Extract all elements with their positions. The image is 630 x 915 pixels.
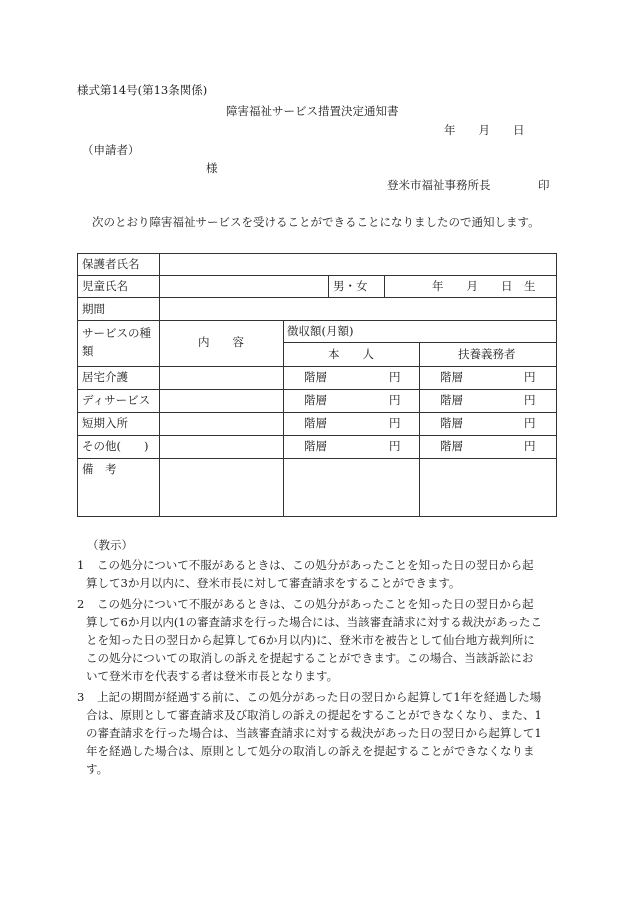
notes-heading: （教示） <box>87 538 133 552</box>
tier-cell: 階層 <box>440 370 463 384</box>
document-title: 障害福祉サービス措置決定通知書 <box>226 104 399 118</box>
remarks-label: 備 考 <box>82 462 117 476</box>
seal-mark: 印 <box>538 178 550 192</box>
yen-cell: 円 <box>524 393 536 407</box>
note-line: 年を経過した場合は、原則として処分の取消しの訴えを提起することができなくなりま <box>86 744 535 758</box>
tier-cell: 階層 <box>440 439 463 453</box>
table-rule <box>78 297 556 298</box>
service-row-label: 居宅介護 <box>82 370 128 384</box>
content-header: 内 容 <box>198 335 244 349</box>
service-type-label: サービスの種 <box>82 326 151 340</box>
period-label: 期間 <box>82 302 105 316</box>
tier-cell: 階層 <box>304 393 327 407</box>
intro-text: 次のとおり障害福祉サービスを受けることができることになりましたので通知します。 <box>92 215 540 229</box>
table-rule <box>78 435 556 436</box>
guardian-name-label: 保護者氏名 <box>82 257 140 271</box>
honorific: 様 <box>206 161 218 175</box>
yen-cell: 円 <box>389 393 401 407</box>
table-rule <box>78 458 556 459</box>
service-type-label-cont: 類 <box>82 344 94 358</box>
issuer-name: 登米市福祉事務所長 <box>387 178 491 192</box>
yen-cell: 円 <box>389 370 401 384</box>
note-line: この処分についての取消しの訴えを提起することができます。この場合、当該訴訟にお <box>86 651 534 665</box>
fee-header: 徴収額(月額) <box>287 324 354 338</box>
yen-cell: 円 <box>524 416 536 430</box>
tier-cell: 階層 <box>304 416 327 430</box>
instruction-notes <box>77 540 555 780</box>
note-number: 2 <box>77 597 85 611</box>
table-rule <box>328 275 329 298</box>
yen-cell: 円 <box>389 416 401 430</box>
table-rule <box>78 389 556 390</box>
birth-date-field: 年 月 日 生 <box>432 279 536 293</box>
note-line: す。 <box>86 762 109 776</box>
service-row-label: その他( ) <box>82 439 149 453</box>
note-line: この処分について不服があるときは、この処分があったことを知った日の翌日から起 <box>97 597 534 611</box>
table-rule <box>78 320 556 321</box>
applicant-label: （申請者） <box>82 143 140 157</box>
table-rule <box>159 254 160 516</box>
note-number: 1 <box>77 558 85 572</box>
note-line: 算して3か月以内に、登米市長に対して審査請求をすることができます。 <box>86 576 461 590</box>
gender-field: 男・女 <box>333 279 368 293</box>
table-rule <box>384 275 385 298</box>
table-rule <box>78 412 556 413</box>
table-rule <box>78 366 556 367</box>
yen-cell: 円 <box>524 439 536 453</box>
note-line: 上記の期間が経過する前に、この処分があった日の翌日から起算して1年を経過した場 <box>97 690 542 704</box>
self-header: 本 人 <box>328 347 374 361</box>
table-rule <box>283 320 284 516</box>
issue-date: 年 月 日 <box>444 123 525 137</box>
tier-cell: 階層 <box>304 370 327 384</box>
service-row-label: 短期入所 <box>82 416 128 430</box>
note-line: 算して6か月以内(1の審査請求を行った場合には、当該審査請求に対する裁決があったこ <box>86 615 543 629</box>
note-line: の審査請求を行った場合は、当該審査請求に対する裁決があった日の翌日から起算して1 <box>86 726 542 740</box>
tier-cell: 階層 <box>304 439 327 453</box>
yen-cell: 円 <box>389 439 401 453</box>
table-rule <box>78 275 556 276</box>
table-rule <box>419 342 420 516</box>
child-name-label: 児童氏名 <box>82 279 128 293</box>
yen-cell: 円 <box>524 370 536 384</box>
service-row-label: ディサービス <box>82 393 151 407</box>
tier-cell: 階層 <box>440 393 463 407</box>
note-line: いて登米市を代表する者は登米市長となります。 <box>86 669 339 683</box>
form-number: 様式第14号(第13条関係) <box>77 83 208 97</box>
note-line: とを知った日の翌日から起算して6か月以内)に、登米市を被告として仙台地方裁判所に <box>86 633 535 647</box>
decision-table <box>77 253 557 517</box>
note-number: 3 <box>77 690 85 704</box>
note-line: この処分について不服があるときは、この処分があったことを知った日の翌日から起 <box>97 558 534 572</box>
note-line: 合は、原則として審査請求及び取消しの訴えの提起をすることができなくなり、また、1 <box>86 708 542 722</box>
supporter-header: 扶養義務者 <box>458 347 516 361</box>
tier-cell: 階層 <box>440 416 463 430</box>
